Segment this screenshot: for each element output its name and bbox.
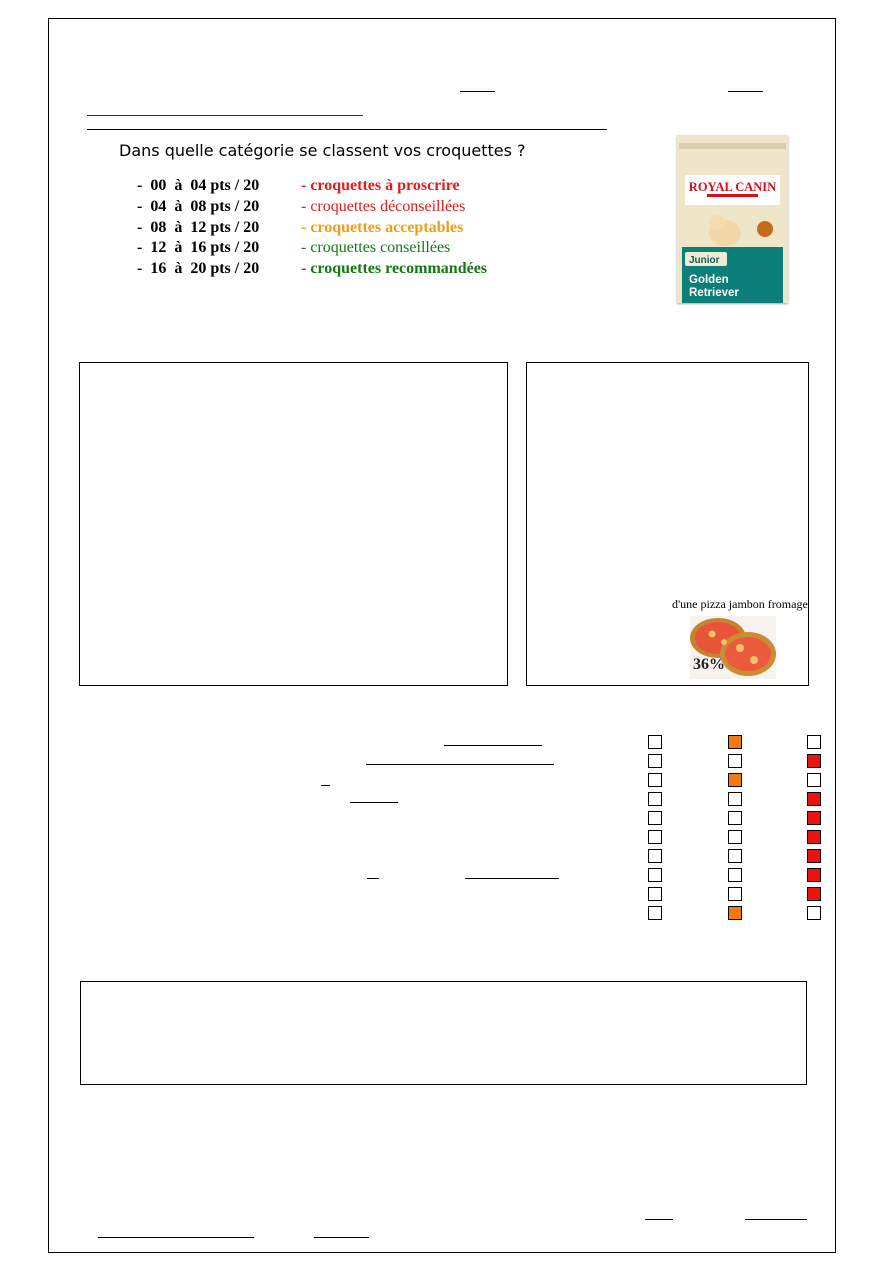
checkbox[interactable] xyxy=(648,735,662,749)
blank-underline xyxy=(728,91,763,92)
category-row xyxy=(137,176,487,197)
checkbox[interactable] xyxy=(648,849,662,863)
checkbox[interactable] xyxy=(807,773,821,787)
category-heading: Dans quelle catégorie se classent vos croquettes ? xyxy=(119,141,526,160)
checkbox[interactable] xyxy=(728,735,742,749)
checkbox[interactable] xyxy=(807,792,821,806)
blank-underline xyxy=(460,91,495,92)
checkbox[interactable] xyxy=(728,868,742,882)
blank-underline xyxy=(366,764,554,765)
checkbox[interactable] xyxy=(648,868,662,882)
checkbox[interactable] xyxy=(728,849,742,863)
blank-underline xyxy=(645,1219,673,1220)
checkbox[interactable] xyxy=(648,773,662,787)
checkbox[interactable] xyxy=(728,906,742,920)
cheese-spot xyxy=(736,644,744,652)
answer-box-bottom xyxy=(80,981,807,1085)
checkbox[interactable] xyxy=(728,792,742,806)
checkbox[interactable] xyxy=(648,830,662,844)
product-name: Golden xyxy=(689,274,729,286)
answer-box-left xyxy=(79,362,508,686)
blank-underline xyxy=(444,745,542,746)
checkbox[interactable] xyxy=(728,754,742,768)
blank-underline xyxy=(321,785,330,786)
checkbox[interactable] xyxy=(807,849,821,863)
category-row xyxy=(137,259,487,280)
cheese-spot xyxy=(721,639,727,645)
checkbox[interactable] xyxy=(807,735,821,749)
category-label: - croquettes acceptables xyxy=(301,218,464,236)
cheese-spot xyxy=(709,631,716,638)
blank-underline xyxy=(314,1237,369,1238)
category-label: - croquettes déconseillées xyxy=(301,197,466,215)
category-list xyxy=(137,176,487,280)
pizza-topping xyxy=(725,637,771,671)
kibble-icon xyxy=(757,221,773,237)
category-label: - croquettes à proscrire xyxy=(301,177,460,194)
link-underline xyxy=(87,115,363,116)
checkbox[interactable] xyxy=(648,811,662,825)
category-label: - croquettes conseillées xyxy=(301,239,451,257)
checkbox[interactable] xyxy=(807,887,821,901)
blank-underline xyxy=(350,802,398,803)
product-line: Junior xyxy=(689,255,720,266)
blank-underline xyxy=(367,878,379,879)
checkbox[interactable] xyxy=(648,906,662,920)
pizza-percent: 36% xyxy=(693,656,725,673)
checkbox[interactable] xyxy=(807,811,821,825)
category-range: - 08 à 12 pts / 20 xyxy=(137,218,260,236)
checkbox[interactable] xyxy=(807,906,821,920)
cheese-spot xyxy=(750,656,758,664)
product-image xyxy=(677,135,788,303)
product-logo-bar xyxy=(707,194,758,197)
checkbox[interactable] xyxy=(728,887,742,901)
product-brand-logo: ROYAL CANIN xyxy=(688,180,777,194)
category-label: - croquettes recommandées xyxy=(301,260,488,278)
product-top-band xyxy=(679,143,786,149)
category-range: - 00 à 04 pts / 20 xyxy=(137,177,260,194)
category-range: - 12 à 16 pts / 20 xyxy=(137,239,260,257)
checkbox[interactable] xyxy=(648,792,662,806)
category-range: - 04 à 08 pts / 20 xyxy=(137,197,260,215)
category-row xyxy=(137,197,487,218)
checkbox[interactable] xyxy=(807,868,821,882)
category-range: - 16 à 20 pts / 20 xyxy=(137,260,260,278)
checkbox[interactable] xyxy=(648,754,662,768)
checkbox[interactable] xyxy=(728,811,742,825)
checkbox[interactable] xyxy=(807,754,821,768)
product-name: Retriever xyxy=(689,287,739,299)
blank-underline xyxy=(465,878,559,879)
category-row xyxy=(137,218,487,239)
category-row xyxy=(137,238,487,259)
checkbox[interactable] xyxy=(728,773,742,787)
blank-underline xyxy=(98,1237,254,1238)
pizza-caption: d'une pizza jambon fromage xyxy=(672,597,808,611)
puppy-head xyxy=(709,215,725,231)
checkbox[interactable] xyxy=(807,830,821,844)
blank-underline xyxy=(745,1219,807,1220)
checkbox[interactable] xyxy=(728,830,742,844)
checkbox[interactable] xyxy=(648,887,662,901)
separator-line xyxy=(87,129,607,130)
